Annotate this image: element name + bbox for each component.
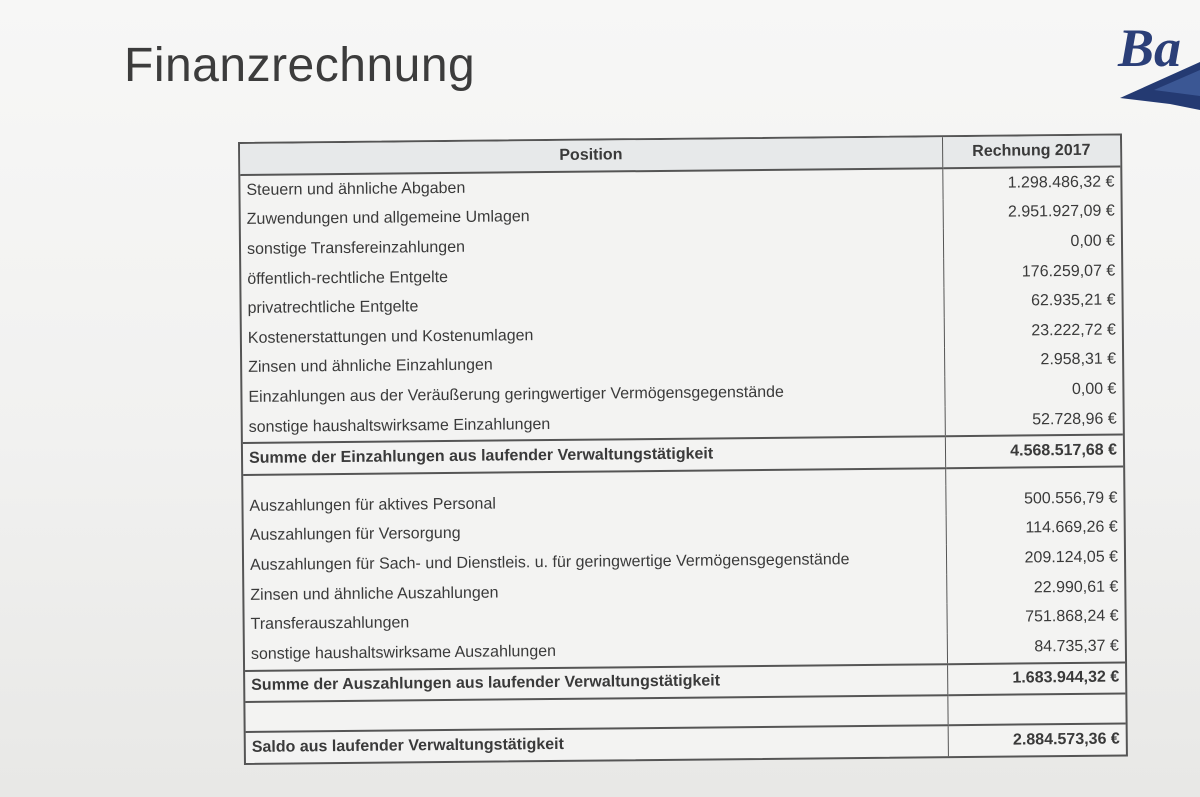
row-label: Transferauszahlungen: [244, 604, 946, 640]
row-value: 23.222,72 €: [1031, 321, 1116, 340]
row-label: privatrechtliche Entgelte: [241, 288, 943, 324]
row-value: 500.556,79 €: [1023, 489, 1118, 508]
row-value: 209.124,05 €: [1024, 548, 1119, 567]
logo: [1110, 0, 1200, 130]
row-label: Steuern und ähnliche Abgaben: [240, 168, 942, 205]
sum-label: Summe der Auszahlungen aus laufender Verwaltungstätigkeit: [245, 664, 947, 702]
row-label: Zinsen und ähnliche Auszahlungen: [244, 574, 946, 610]
row-value: 2.958,31 €: [1040, 350, 1117, 369]
row-value: 0,00 €: [1070, 232, 1116, 250]
logo-text: Ba: [1118, 18, 1182, 78]
row-value: 114.669,26 €: [1025, 518, 1118, 537]
saldo-label: Saldo aus laufender Verwaltungstätigkeit: [246, 725, 948, 762]
row-label: Zuwendungen und allgemeine Umlagen: [241, 199, 943, 235]
sum-value: 4.568.517,68 €: [945, 435, 1123, 468]
column-header-position: Position: [240, 137, 942, 175]
row-value: 176.259,07 €: [1021, 262, 1116, 281]
row-label: Kostenerstattungen und Kostenumlagen: [242, 317, 944, 353]
row-value: 1.298.486,32 €: [1007, 173, 1115, 192]
row-label: öffentlich-rechtliche Entgelte: [241, 258, 943, 294]
row-label: Zinsen und ähnliche Einzahlungen: [242, 347, 944, 383]
row-value: 0,00 €: [1071, 380, 1117, 398]
saldo-value: 2.884.573,36 €: [948, 724, 1126, 756]
row-value: 84.735,37 €: [1034, 637, 1119, 656]
sum-value: 1.683.944,32 €: [947, 662, 1125, 695]
column-header-value: Rechnung 2017: [942, 136, 1120, 169]
row-value: 62.935,21 €: [1030, 291, 1116, 310]
row-label: sonstige haushaltswirksame Einzahlungen: [243, 406, 945, 443]
row-value: 751.868,24 €: [1025, 607, 1119, 626]
sum-label: Summe der Einzahlungen aus laufender Verwaltungstätigkeit: [243, 437, 945, 475]
row-label: Auszahlungen für Sach- und Dienstleis. u. für geringwertige Vermögensgegenstände: [244, 544, 946, 580]
row-label: Auszahlungen für aktives Personal: [243, 485, 945, 521]
finance-table: [238, 134, 1128, 765]
row-label: Auszahlungen für Versorgung: [244, 515, 946, 551]
row-label: Einzahlungen aus der Veräußerung geringwertiger Vermögensgegenstände: [242, 376, 944, 412]
row-value: 2.951.927,09 €: [1007, 202, 1115, 222]
slide-title: Finanzrechnung: [124, 39, 476, 92]
row-label: sonstige Transfereinzahlungen: [241, 228, 943, 264]
row-value: 22.990,61 €: [1033, 578, 1119, 596]
row-label: sonstige haushaltswirksame Auszahlungen: [245, 633, 947, 670]
row-value: 52.728,96 €: [1032, 410, 1117, 428]
